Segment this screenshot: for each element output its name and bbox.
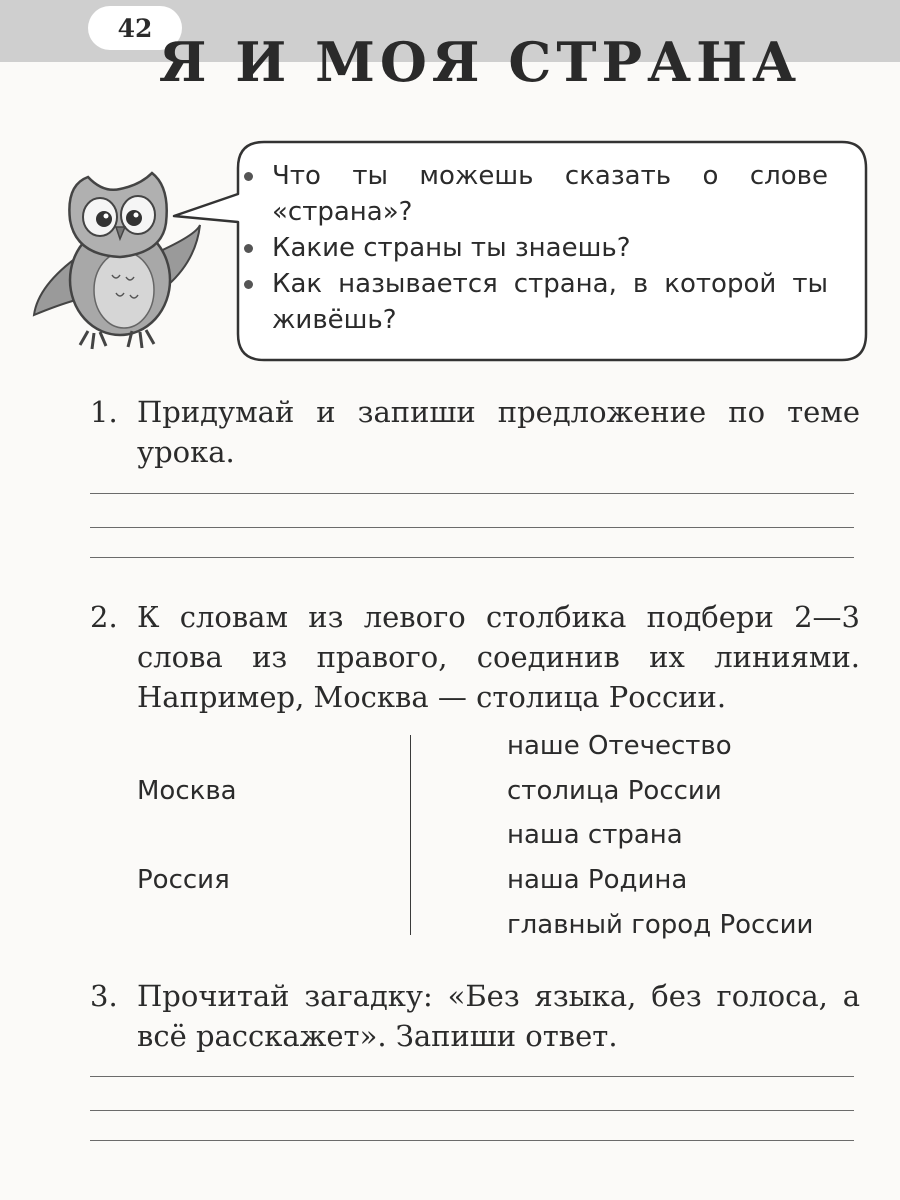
page-title: Я И МОЯ СТРАНА [158,30,802,94]
question-item: Что ты можешь сказать о слове «страна»? [240,158,828,230]
task-2 [90,597,860,717]
column-divider [410,735,411,935]
writing-line[interactable] [90,1110,854,1111]
writing-line[interactable] [90,1140,854,1141]
left-word[interactable]: Москва [137,776,237,806]
task-text: К словам из левого столбика подбери 2—3 слова из правого, соединив их линиями. Например, Москва — столица России. [137,600,860,714]
right-word[interactable]: наша Родина [507,865,688,895]
task-number: 2. [90,600,118,634]
question-list [240,158,828,338]
task-number: 1. [90,395,118,429]
right-word[interactable]: главный город России [507,910,814,940]
left-word[interactable]: Россия [137,865,230,895]
writing-line[interactable] [90,1076,854,1077]
right-word[interactable]: наше Отечество [507,731,732,761]
right-word[interactable]: наша страна [507,820,683,850]
writing-line[interactable] [90,527,854,528]
task-text: Прочитай загадку: «Без языка, без голоса, а всё расскажет». Запиши ответ. [137,979,860,1053]
task-number: 3. [90,979,118,1013]
task-3 [90,976,860,1056]
question-item: Как называется страна, в которой ты живёшь? [240,266,828,338]
task-text: Придумай и запиши предложение по теме урока. [137,395,860,469]
question-item: Какие страны ты знаешь? [240,230,828,266]
writing-line[interactable] [90,557,854,558]
right-word[interactable]: столица России [507,776,722,806]
task-1 [90,392,860,472]
speech-bubble [218,140,850,360]
writing-line[interactable] [90,493,854,494]
page-number: 42 [88,6,182,50]
